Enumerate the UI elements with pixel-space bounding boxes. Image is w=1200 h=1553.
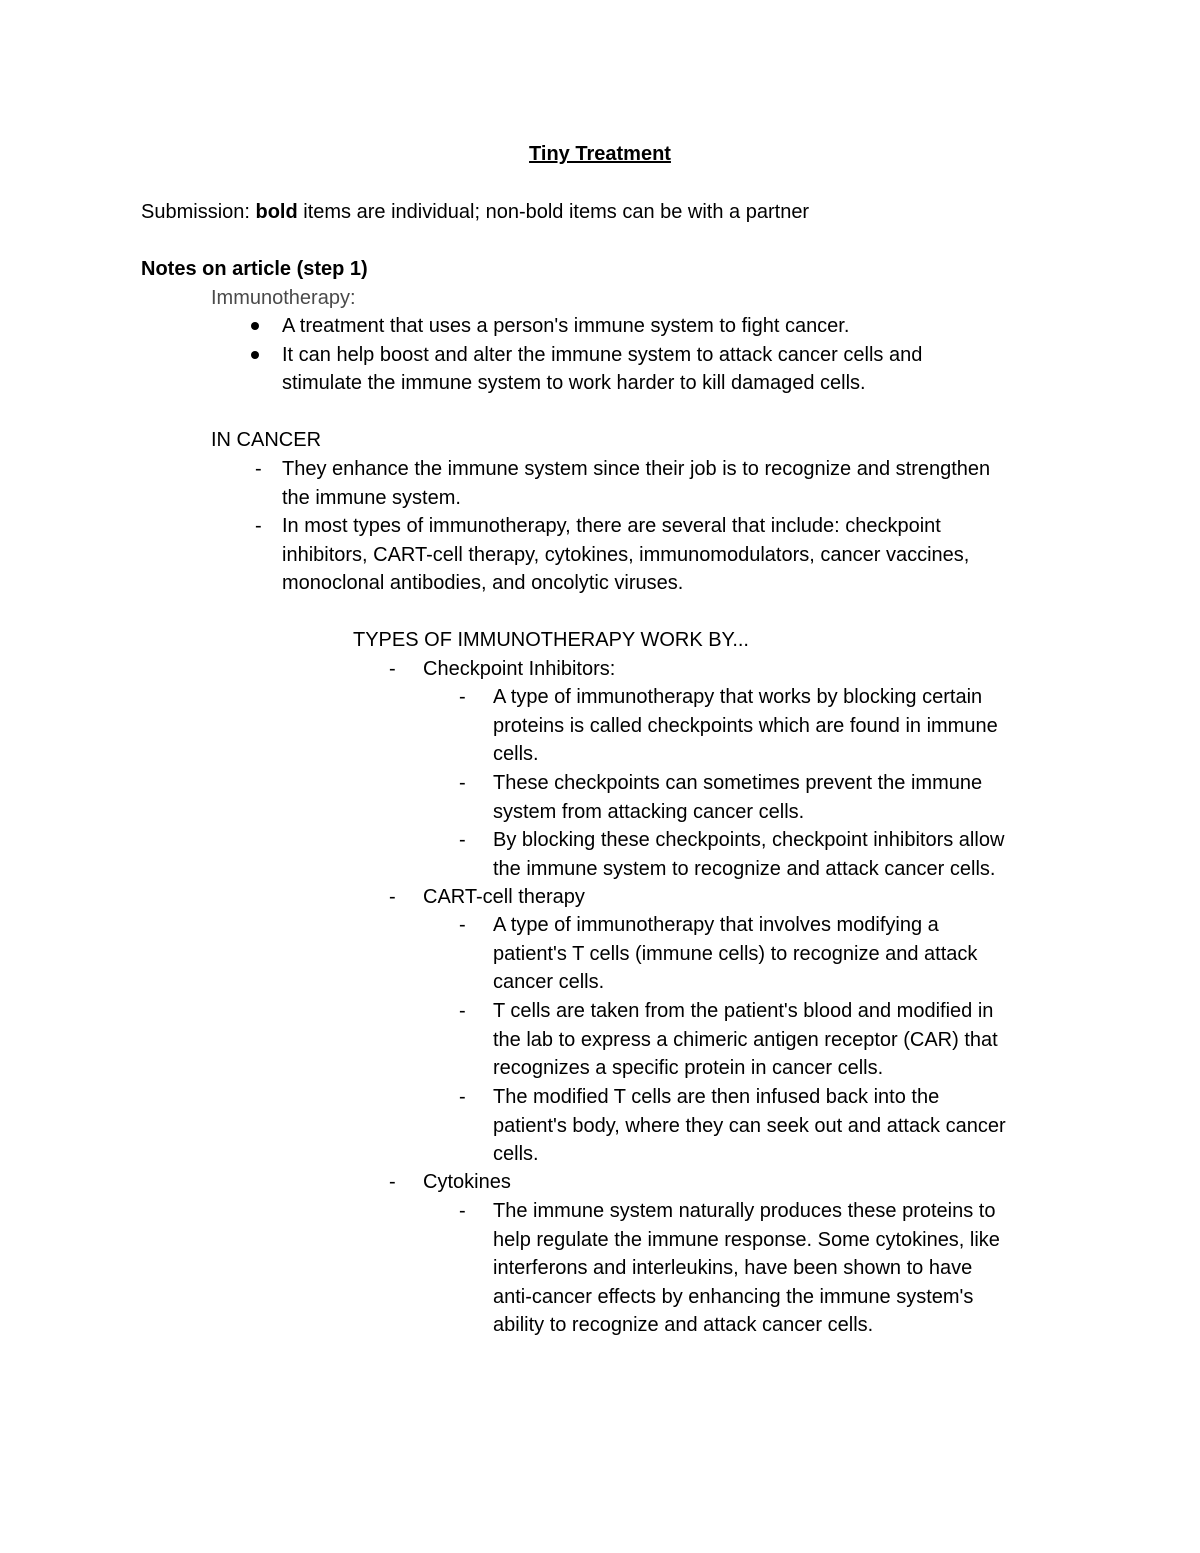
cytokines-item	[493, 1197, 1000, 1340]
checkpoint-item	[493, 683, 998, 769]
dash-marker: -	[459, 772, 466, 794]
checkpoint-item-line: By blocking these checkpoints, checkpoint inhibitors allow	[493, 829, 1005, 851]
dash-marker: -	[459, 1000, 466, 1022]
dash-marker: -	[459, 1200, 466, 1222]
checkpoint-item-line: These checkpoints can sometimes prevent the immune	[493, 772, 983, 794]
in-cancer-item-line: They enhance the immune system since their job is to recognize and strengthen	[282, 458, 991, 480]
in-cancer-item-line: monoclonal antibodies, and oncolytic viruses.	[282, 572, 684, 594]
in-cancer-item	[282, 512, 969, 598]
submission-line	[141, 198, 809, 227]
cytokines-item-line: ability to recognize and attack cancer cells.	[493, 1314, 874, 1336]
cart-item	[493, 997, 998, 1083]
cart-label: CART-cell therapy	[423, 886, 585, 908]
checkpoint-item-line: proteins is called checkpoints which are found in immune	[493, 714, 998, 737]
checkpoint-item-line: the immune system to recognize and attack cancer cells.	[493, 857, 996, 880]
bullet-dot	[251, 322, 259, 330]
bullet-item: It can help boost and alter the immune system to attack cancer cells and	[282, 344, 923, 366]
checkpoint-item	[493, 769, 982, 826]
cart-item-line: recognizes a specific protein in cancer cells.	[493, 1057, 884, 1079]
cytokines-item-line: anti-cancer effects by enhancing the immune system's	[493, 1285, 974, 1308]
checkpoint-item-line: system from attacking cancer cells.	[493, 800, 805, 823]
cart-item-line: cancer cells.	[493, 971, 605, 993]
cart-item	[493, 911, 977, 997]
cytokines-label: Cytokines	[423, 1171, 511, 1193]
dash-marker: -	[389, 886, 396, 908]
in-cancer-item	[282, 455, 990, 512]
cart-item-line: patient's T cells (immune cells) to recognize and attack	[493, 942, 978, 965]
submission-prefix: Submission:	[141, 201, 256, 223]
dash-marker: -	[459, 914, 466, 936]
bullet-dot	[251, 351, 259, 359]
document-title: Tiny Treatment	[529, 143, 671, 165]
checkpoint-item-line: A type of immunotherapy that works by blocking certain	[493, 686, 983, 708]
cart-item-line: cells.	[493, 1143, 539, 1165]
cart-item-line: patient's body, where they can seek out and attack cancer	[493, 1114, 1006, 1137]
cart-item-line: T cells are taken from the patient's blood and modified in	[493, 1000, 994, 1022]
dash-marker: -	[389, 1171, 396, 1193]
dash-marker: -	[255, 458, 262, 480]
submission-suffix: items are individual; non-bold items can be with a partner	[297, 201, 810, 223]
checkpoint-item	[493, 826, 1004, 883]
dash-marker: -	[459, 829, 466, 851]
section-heading: Notes on article (step 1)	[141, 258, 368, 280]
checkpoint-label: Checkpoint Inhibitors:	[423, 658, 616, 680]
dash-marker: -	[389, 658, 396, 680]
in-cancer-item-line: inhibitors, CART-cell therapy, cytokines, immunomodulators, cancer vaccines,	[282, 543, 970, 566]
cytokines-item-line: help regulate the immune response. Some cytokines, like	[493, 1228, 1000, 1251]
in-cancer-heading: IN CANCER	[211, 429, 322, 451]
cart-item-line: the lab to express a chimeric antigen receptor (CAR) that	[493, 1028, 998, 1051]
cart-item-line: A type of immunotherapy that involves modifying a	[493, 914, 939, 936]
checkpoint-item-line: cells.	[493, 743, 539, 765]
cytokines-item-line: The immune system naturally produces these proteins to	[493, 1200, 996, 1222]
dash-marker: -	[459, 686, 466, 708]
bullet-item-continued: stimulate the immune system to work harder to kill damaged cells.	[282, 372, 866, 394]
in-cancer-item-line: the immune system.	[282, 486, 461, 509]
dash-marker: -	[459, 1086, 466, 1108]
types-heading: TYPES OF IMMUNOTHERAPY WORK BY...	[353, 629, 749, 651]
cart-item	[493, 1083, 1006, 1169]
cytokines-item-line: interferons and interleukins, have been shown to have	[493, 1257, 973, 1279]
immunotherapy-label: Immunotherapy:	[211, 287, 356, 309]
bullet-item: A treatment that uses a person's immune system to fight cancer.	[282, 315, 850, 337]
dash-marker: -	[255, 515, 262, 537]
submission-bold-word: bold	[255, 201, 298, 223]
in-cancer-item-line: In most types of immunotherapy, there are several that include: checkpoint	[282, 515, 941, 537]
cart-item-line: The modified T cells are then infused back into the	[493, 1086, 940, 1108]
